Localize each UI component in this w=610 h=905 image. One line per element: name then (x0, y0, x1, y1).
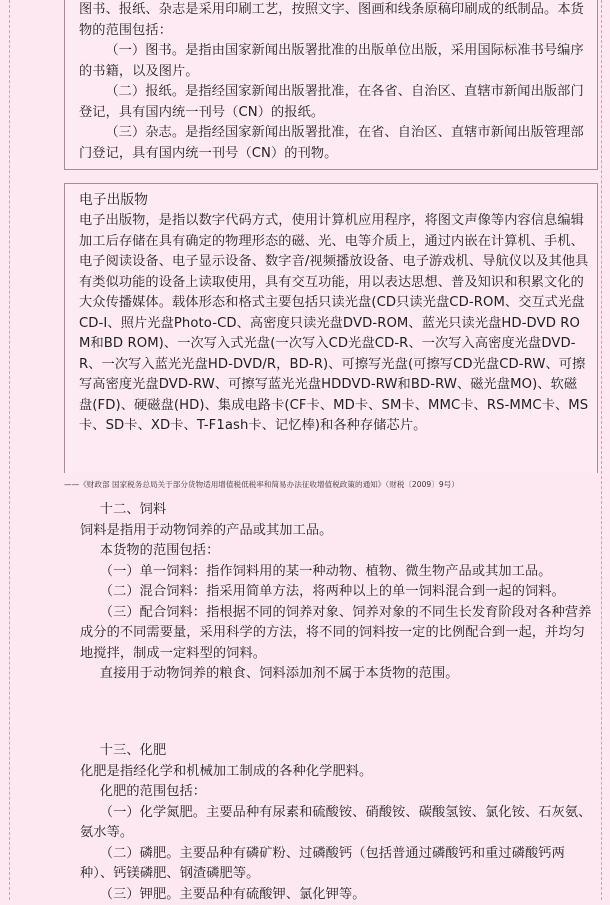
page-guide-right (601, 0, 602, 900)
print-item-books: （一）图书。是指由国家新闻出版署批准的出版单位出版，采用国际标准书号编序的书籍，以及图片。 (79, 41, 589, 82)
print-intro: 图书、报纸、杂志是采用印刷工艺，按照文字、图画和线条原稿印刷成的纸制品。本货物的范围包括： (79, 0, 589, 41)
fertilizer-item-phosphate: （二）磷肥。主要品种有磷矿粉、过磷酸钙（包括普通过磷酸钙和重过磷酸钙两种）、钙镁磷肥、钢渣磷肥等。 (80, 844, 592, 885)
feed-item-mixed: （二）混合饲料：指采用简单方法，将两种以上的单一饲料混合到一起的饲料。 (80, 582, 592, 603)
page-guide-left (9, 0, 10, 900)
feed-item-compound: （三）配合饲料：指根据不同的饲养对象、饲养对象的不同生长发育阶段对各种营养成分的不同需要量，采用科学的方法，将不同的饲料按一定的比例配合到一起，并均匀地搅拌，制成一定料型的饲料。 (80, 603, 592, 665)
print-item-magazines: （三）杂志。是指经国家新闻出版署批准，在省、自治区、直辖市新闻出版管理部门登记，具有国内统一刊号（CN）的刊物。 (79, 123, 589, 164)
feed-section (80, 500, 592, 685)
electronic-body: 电子出版物，是指以数字代码方式，使用计算机应用程序，将图文声像等内容信息编辑加工后存储在具有确定的物理形态的磁、光、电等介质上，通过内嵌在计算机、手机、电子阅读设备、电子显示设备、数字音/视频播放设备、电子游戏机、导航仪以及其他具有类似功能的设备上读取使用，具有交互功能，用以表达思想、普及知识和积累文化的大众传播媒体。载体形态和格式主要包括只读光盘(CD只读光盘CD-ROM、交互式光盘CD-I、照片光盘Photo-CD、高密度只读光盘DVD-ROM、蓝光只读光盘HD-DVD ROM和BD ROM)、一次写入式光盘(一次写入CD光盘CD-R、一次写入高密度光盘DVD-R、一次写入蓝光光盘HD-DVD/R，BD-R)、可擦写光盘(可擦写CD光盘CD-RW、可擦写高密度光盘DVD-RW、可擦写蓝光光盘HDDVD-RW和BD-RW、磁光盘MO)、软磁盘(FD)、硬磁盘(HD)、集成电路卡(CF卡、MD卡、SM卡、MMC卡、RS-MMC卡、MS卡、SD卡、XD卡、T-F1ash卡、记忆棒)和各种存储芯片。 (79, 211, 589, 437)
print-publications-card (64, 0, 598, 170)
feed-exclusion: 直接用于动物饲养的粮食、饲料添加剂不属于本货物的范围。 (80, 664, 592, 685)
fertilizer-item-nitrogen: （一）化学氮肥。主要品种有尿素和硫酸铵、硝酸铵、碳酸氢铵、氯化铵、石灰氨、氨水等。 (80, 803, 592, 844)
fertilizer-section (80, 741, 592, 905)
feed-heading: 十二、饲料 (80, 500, 592, 521)
print-item-newspapers: （二）报纸。是指经国家新闻出版署批准，在各省、自治区、直辖市新闻出版部门登记，具有国内统一刊号（CN）的报纸。 (79, 82, 589, 123)
feed-item-single: （一）单一饲料：指作饲料用的某一种动物、植物、微生物产品或其加工品。 (80, 562, 592, 583)
fertilizer-heading: 十三、化肥 (80, 741, 592, 762)
feed-scope-label: 本货物的范围包括： (80, 541, 592, 562)
fertilizer-item-potash: （三）钾肥。主要品种有硫酸钾、氯化钾等。 (80, 885, 592, 905)
reference-citation: ——《财政部 国家税务总局关于部分货物适用增值税低税率和简易办法征收增值税政策的通知》（财税〔2009〕9号） (64, 479, 598, 491)
fertilizer-definition: 化肥是指经化学和机械加工制成的各种化学肥料。 (80, 762, 592, 783)
fertilizer-scope-label: 化肥的范围包括： (80, 782, 592, 803)
feed-definition: 饲料是指用于动物饲养的产品或其加工品。 (80, 521, 592, 542)
electronic-publications-card (64, 183, 598, 473)
electronic-title: 电子出版物 (79, 190, 589, 211)
